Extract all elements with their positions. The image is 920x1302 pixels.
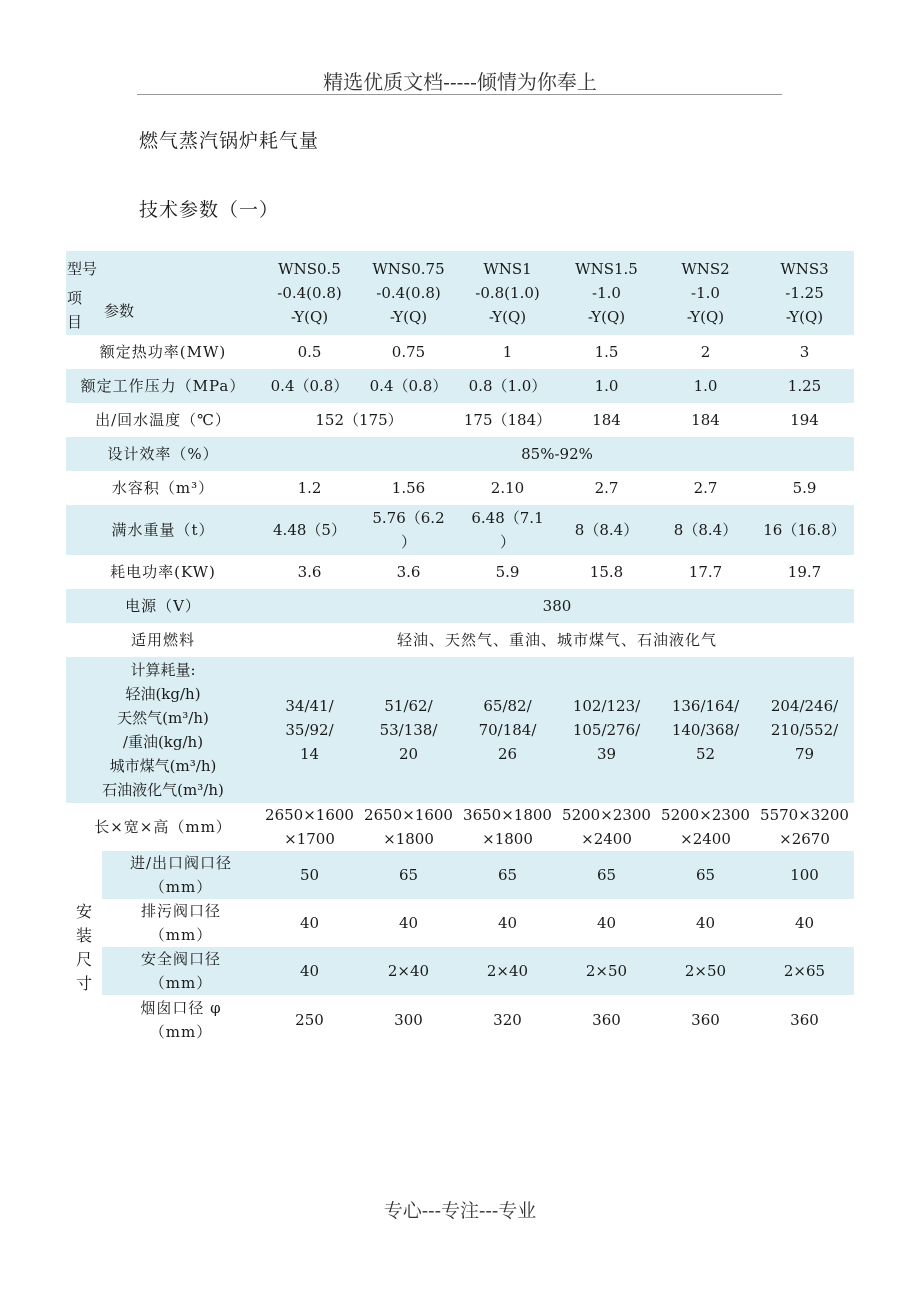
table-cell: 0.75 — [359, 335, 458, 369]
row-label: 电源（V） — [66, 589, 260, 623]
table-cell: 40 — [755, 899, 854, 947]
table-cell: 0.5 — [260, 335, 359, 369]
table-cell: 85%-92% — [260, 437, 854, 471]
table-cell: 2×50 — [656, 947, 755, 995]
table-cell: 320 — [458, 995, 557, 1045]
row-label: 烟囱口径 φ （mm） — [102, 995, 260, 1045]
table-cell: 15.8 — [557, 555, 656, 589]
table-cell: 100 — [755, 851, 854, 899]
model-cell: WNS3 -1.25 -Y(Q) — [755, 251, 854, 335]
table-cell: 40 — [458, 899, 557, 947]
model-cell: WNS1.5 -1.0 -Y(Q) — [557, 251, 656, 335]
table-cell: 102/123/ 105/276/ 39 — [557, 657, 656, 803]
row-label: 额定热功率(MW) — [66, 335, 260, 369]
document-title: 燃气蒸汽锅炉耗气量 — [139, 130, 320, 152]
table-row-dimensions — [66, 803, 854, 851]
table-cell: 65 — [656, 851, 755, 899]
table-cell: 1.0 — [557, 369, 656, 403]
model-cell: WNS0.5 -0.4(0.8) -Y(Q) — [260, 251, 359, 335]
table-cell: 2×65 — [755, 947, 854, 995]
table-cell: 1.2 — [260, 471, 359, 505]
model-cell: WNS2 -1.0 -Y(Q) — [656, 251, 755, 335]
row-label: 长×宽×高（mm） — [66, 803, 260, 851]
table-row-model — [66, 251, 854, 335]
table-cell: 2.7 — [656, 471, 755, 505]
table-cell: 8（8.4） — [656, 505, 755, 555]
table-cell: 轻油、天然气、重油、城市煤气、石油液化气 — [260, 623, 854, 657]
table-cell: 51/62/ 53/138/ 20 — [359, 657, 458, 803]
table-cell: 40 — [656, 899, 755, 947]
table-row-drain-valve — [66, 899, 854, 947]
table-cell: 2650×1600 ×1800 — [359, 803, 458, 851]
table-cell: 184 — [656, 403, 755, 437]
table-row-water-temp — [66, 403, 854, 437]
table-cell: 5570×3200 ×2670 — [755, 803, 854, 851]
row-label: 设计效率（%） — [66, 437, 260, 471]
table-row-chimney — [66, 995, 854, 1045]
model-cell: WNS0.75 -0.4(0.8) -Y(Q) — [359, 251, 458, 335]
table-cell: 1 — [458, 335, 557, 369]
table-cell: 3650×1800 ×1800 — [458, 803, 557, 851]
table-cell: 360 — [755, 995, 854, 1045]
table-cell: 5.76（6.2 ） — [359, 505, 458, 555]
table-cell: 65/82/ 70/184/ 26 — [458, 657, 557, 803]
table-cell: 17.7 — [656, 555, 755, 589]
table-cell: 2.10 — [458, 471, 557, 505]
model-label: 型号 — [67, 260, 98, 278]
table-row-power-supply — [66, 589, 854, 623]
row-label: 安全阀口径 （mm） — [102, 947, 260, 995]
table-cell: 136/164/ 140/368/ 52 — [656, 657, 755, 803]
table-cell: 2650×1600 ×1700 — [260, 803, 359, 851]
table-cell: 2 — [656, 335, 755, 369]
table-cell: 65 — [359, 851, 458, 899]
table-cell: 250 — [260, 995, 359, 1045]
row-label: 进/出口阀口径 （mm） — [102, 851, 260, 899]
row-label: 耗电功率(KW) — [66, 555, 260, 589]
table-cell: 5.9 — [755, 471, 854, 505]
install-group-label: 安 装 尺 寸 — [66, 851, 102, 1045]
table-cell: 0.8（1.0） — [458, 369, 557, 403]
item-label: 项目 — [67, 289, 83, 331]
table-cell: 40 — [260, 899, 359, 947]
table-cell: 2.7 — [557, 471, 656, 505]
param-label: 参数 — [104, 302, 135, 320]
table-cell: 152（175） — [260, 403, 458, 437]
table-cell: 3 — [755, 335, 854, 369]
table-row-power-use — [66, 555, 854, 589]
table-cell: 204/246/ 210/552/ 79 — [755, 657, 854, 803]
table-cell: 4.48（5） — [260, 505, 359, 555]
table-cell: 360 — [656, 995, 755, 1045]
table-cell: 1.5 — [557, 335, 656, 369]
row-label: 满水重量（t） — [66, 505, 260, 555]
table-cell: 175（184） — [458, 403, 557, 437]
table-cell: 3.6 — [359, 555, 458, 589]
table-cell: 65 — [557, 851, 656, 899]
table-cell: 34/41/ 35/92/ 14 — [260, 657, 359, 803]
row-label: 额定工作压力（MPa） — [66, 369, 260, 403]
table-row-safety-valve — [66, 947, 854, 995]
table-cell: 5200×2300 ×2400 — [557, 803, 656, 851]
table-cell: 65 — [458, 851, 557, 899]
table-cell: 360 — [557, 995, 656, 1045]
table-cell: 300 — [359, 995, 458, 1045]
row-label: 适用燃料 — [66, 623, 260, 657]
row-label: 出/回水温度（℃） — [66, 403, 260, 437]
table-cell: 184 — [557, 403, 656, 437]
row-label: 水容积（m³） — [66, 471, 260, 505]
table-cell: 1.0 — [656, 369, 755, 403]
table-row-full-weight — [66, 505, 854, 555]
table-row-rated-pressure — [66, 369, 854, 403]
table-cell: 8（8.4） — [557, 505, 656, 555]
table-cell: 2×40 — [458, 947, 557, 995]
table-cell: 380 — [260, 589, 854, 623]
table-cell: 1.25 — [755, 369, 854, 403]
table-cell: 6.48（7.1 ） — [458, 505, 557, 555]
row-label: 计算耗量: 轻油(kg/h) 天然气(m³/h) /重油(kg/h) 城市煤气(m³/h) 石油液化气(m³/h) — [66, 657, 260, 803]
header-divider — [137, 94, 782, 95]
row-label: 排污阀口径 （mm） — [102, 899, 260, 947]
table-cell: 2×50 — [557, 947, 656, 995]
table-cell: 16（16.8） — [755, 505, 854, 555]
spec-table — [66, 251, 854, 1045]
table-cell: 3.6 — [260, 555, 359, 589]
table-cell: 5.9 — [458, 555, 557, 589]
table-cell: 2×40 — [359, 947, 458, 995]
table-row-water-volume — [66, 471, 854, 505]
table-cell: 0.4（0.8） — [260, 369, 359, 403]
table-row-consumption — [66, 657, 854, 803]
table-cell: 5200×2300 ×2400 — [656, 803, 755, 851]
page-header-title: 精选优质文档-----倾情为你奉上 — [323, 70, 597, 94]
table-cell: 40 — [260, 947, 359, 995]
table-cell: 40 — [557, 899, 656, 947]
table-row-efficiency — [66, 437, 854, 471]
table-cell: 194 — [755, 403, 854, 437]
table-cell: 1.56 — [359, 471, 458, 505]
table-cell: 19.7 — [755, 555, 854, 589]
corner-header-cell — [66, 251, 260, 335]
table-cell: 40 — [359, 899, 458, 947]
table-row-fuel — [66, 623, 854, 657]
section-title: 技术参数（一） — [139, 199, 280, 221]
table-row-inlet-valve — [66, 851, 854, 899]
page-footer: 专心---专注---专业 — [383, 1200, 537, 1222]
table-cell: 50 — [260, 851, 359, 899]
table-cell: 0.4（0.8） — [359, 369, 458, 403]
model-cell: WNS1 -0.8(1.0) -Y(Q) — [458, 251, 557, 335]
table-row-rated-power — [66, 335, 854, 369]
